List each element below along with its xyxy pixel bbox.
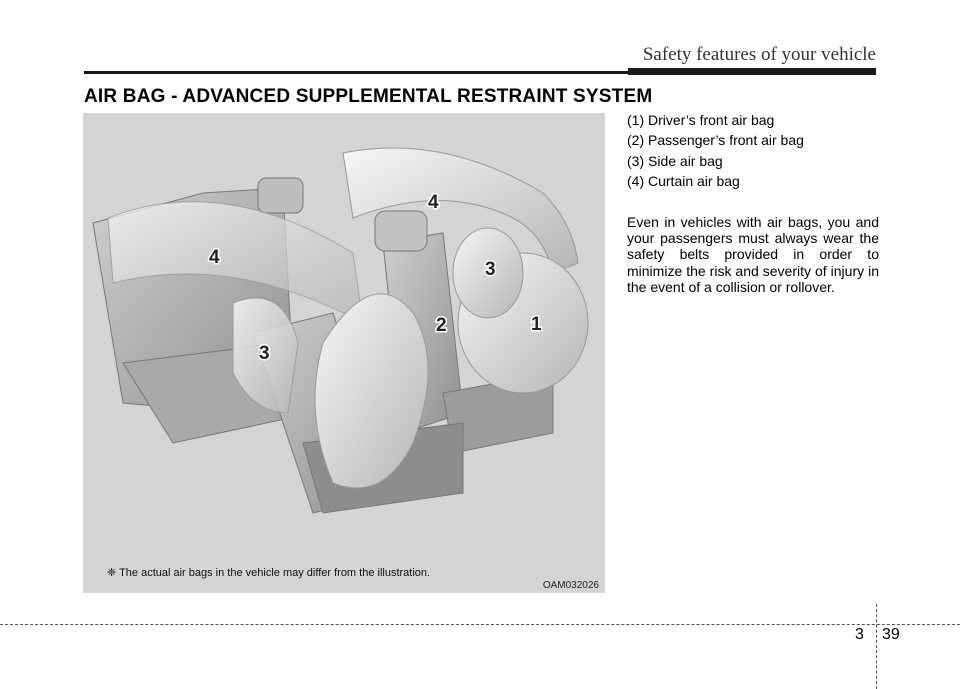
callout-3-right: 3 [485, 259, 496, 280]
airbag-seats-drawing [83, 113, 605, 593]
illustration-code: OAM032026 [542, 580, 599, 591]
footer-rule [0, 624, 960, 625]
legend-item: (4) Curtain air bag [627, 173, 740, 190]
section-title: Safety features of your vehicle [642, 44, 876, 65]
passenger-headrest [375, 211, 427, 251]
header-tab [628, 68, 876, 75]
chapter-number: 3 [855, 626, 864, 643]
callout-1: 1 [531, 314, 542, 335]
airbag-illustration [83, 113, 605, 593]
illustration-note: ❈ The actual air bags in the vehicle may differ from the illustration. [107, 567, 431, 579]
airbag-legend [627, 110, 879, 192]
callout-4-front: 4 [428, 192, 439, 213]
callout-3-left: 3 [259, 343, 270, 364]
rear-headrest [258, 178, 303, 213]
callout-2: 2 [436, 315, 447, 336]
page-divider [876, 604, 877, 689]
page-number: 39 [882, 626, 900, 643]
legend-item: (1) Driver’s front air bag [627, 112, 775, 128]
callout-4-rear: 4 [209, 247, 220, 268]
body-paragraph: Even in vehicles with air bags, you and your passengers must always wear the safety belts provided in order to minimize the risk and severity of injury in the event of a collision or rollover. [627, 214, 879, 295]
main-heading: AIR BAG - ADVANCED SUPPLEMENTAL RESTRAINT SYSTEM [84, 86, 653, 107]
legend-item: (3) Side air bag [627, 152, 723, 169]
legend-item: (2) Passenger’s front air bag [627, 132, 804, 149]
